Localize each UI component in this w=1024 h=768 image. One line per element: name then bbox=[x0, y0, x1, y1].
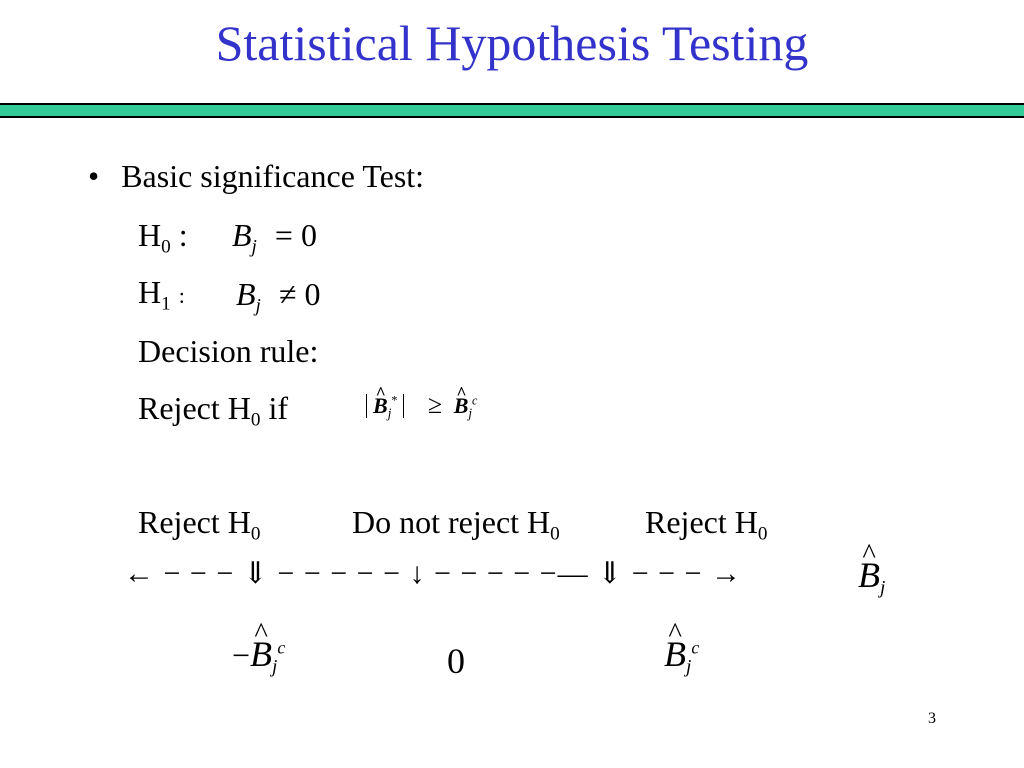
region-middle-label bbox=[352, 504, 560, 545]
absolute-value bbox=[366, 393, 404, 421]
reject-sub: 0 bbox=[250, 409, 261, 431]
j-subscript: j bbox=[251, 236, 257, 258]
star-superscript: * bbox=[391, 393, 398, 408]
b-hat-symbol: ^ B bbox=[664, 633, 686, 675]
minus-sign: − bbox=[232, 637, 251, 673]
alternative-hypothesis-equation bbox=[236, 276, 321, 317]
reject-condition-label bbox=[138, 390, 288, 431]
h1-colon: : bbox=[178, 283, 185, 308]
positive-critical-value bbox=[664, 633, 700, 678]
h0-colon: : bbox=[178, 217, 188, 253]
bullet-dot: • bbox=[88, 158, 100, 194]
c-superscript: c bbox=[691, 637, 700, 658]
if-text: if bbox=[268, 390, 288, 426]
geq-symbol: ≥ bbox=[427, 390, 443, 419]
reject-text: Reject H bbox=[138, 390, 251, 426]
h1-letter: H bbox=[138, 274, 162, 310]
alternative-hypothesis-label bbox=[138, 274, 185, 315]
region-left-label bbox=[138, 504, 261, 545]
region-right-text: Reject H bbox=[645, 504, 758, 540]
b-hat-axis-label bbox=[858, 554, 886, 599]
negative-critical-value bbox=[232, 633, 286, 678]
zero-marker: 0 bbox=[447, 641, 465, 681]
b-hat-symbol: ^ B bbox=[250, 633, 272, 675]
null-hypothesis-equation bbox=[232, 217, 317, 258]
region-left-sub: 0 bbox=[250, 523, 261, 545]
j-subscript: j bbox=[880, 577, 886, 599]
decision-rule-label: Decision rule: bbox=[138, 333, 319, 369]
region-middle-text: Do not reject H bbox=[352, 504, 551, 540]
b-hat-symbol: ^ B bbox=[454, 393, 469, 419]
number-line-arrows: ← − − − ⇓ − − − − − ↓ − − − − −— ⇓ − − − → bbox=[124, 557, 742, 590]
region-middle-sub: 0 bbox=[550, 523, 560, 545]
slide-title: Statistical Hypothesis Testing bbox=[215, 15, 809, 71]
bullet-item bbox=[88, 158, 424, 195]
b-hat-symbol: ^ B bbox=[373, 394, 388, 418]
b-symbol: B bbox=[236, 276, 256, 312]
c-superscript: c bbox=[277, 637, 286, 658]
j-subscript: j bbox=[255, 295, 261, 317]
b-hat-symbol: ^ B bbox=[858, 554, 880, 596]
not-equal-zero: ≠ 0 bbox=[278, 276, 321, 312]
j-subscript: j bbox=[387, 405, 392, 421]
j-subscript: j bbox=[272, 656, 278, 678]
null-hypothesis-label bbox=[138, 217, 188, 258]
bullet-text: Basic significance Test: bbox=[121, 158, 425, 194]
j-subscript: j bbox=[468, 405, 473, 421]
b-symbol: B bbox=[232, 217, 252, 253]
c-superscript: c bbox=[472, 393, 478, 408]
h1-sub: 1 bbox=[161, 293, 171, 315]
region-right-label bbox=[645, 504, 768, 545]
h0-sub: 0 bbox=[161, 236, 171, 258]
title-divider bbox=[0, 103, 1024, 118]
h0-letter: H bbox=[138, 217, 162, 253]
j-subscript: j bbox=[686, 656, 692, 678]
region-right-sub: 0 bbox=[757, 523, 768, 545]
reject-condition-formula bbox=[366, 390, 477, 420]
region-left-text: Reject H bbox=[138, 504, 251, 540]
page-number: 3 bbox=[928, 710, 936, 727]
equals-zero: = 0 bbox=[274, 217, 317, 253]
